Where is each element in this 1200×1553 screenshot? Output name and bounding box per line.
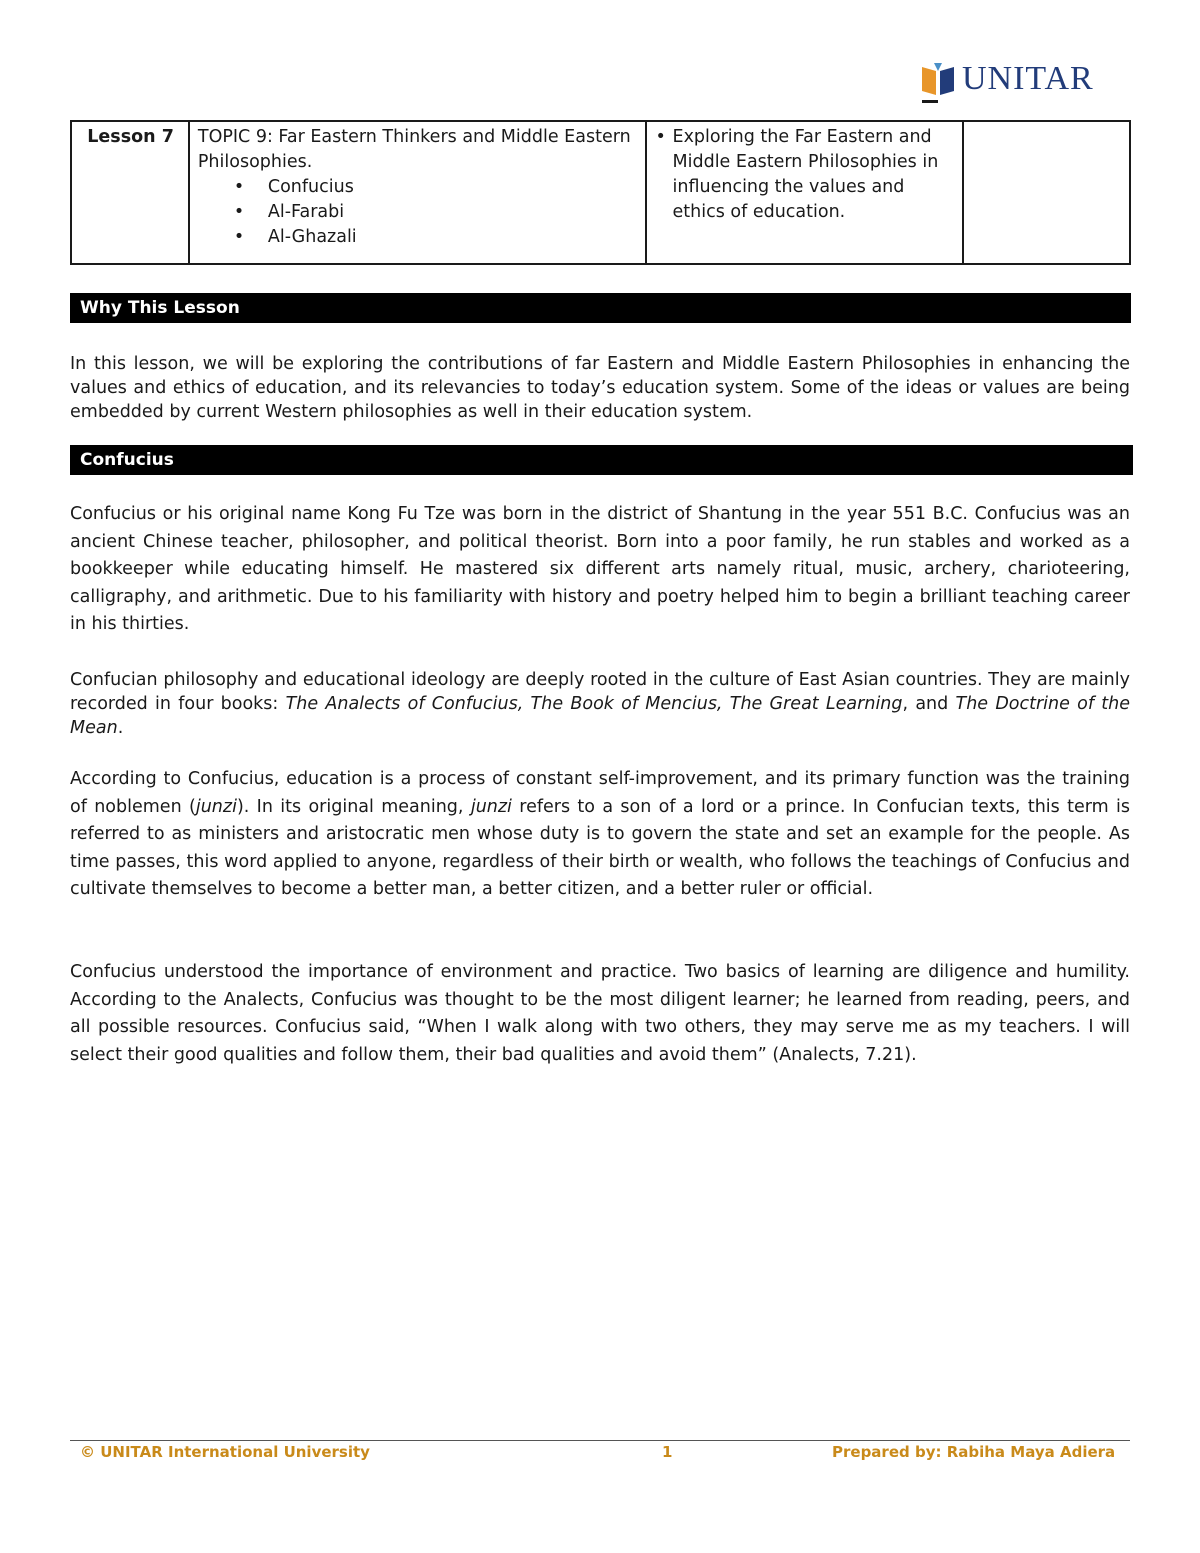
objective-item: • Exploring the Far Eastern and Middle Eastern Philosophies in influencing the values and ethics of education. [673, 125, 954, 225]
confucius-heading: Confucius [70, 445, 1133, 475]
footer-author: Prepared by: Rabiha Maya Adiera [832, 1443, 1116, 1461]
logo-text: UNITAR [962, 60, 1094, 97]
junzi-term: junzi [470, 796, 512, 817]
objective-list [655, 125, 954, 225]
p3-text-a: According to Confucius, education is a process of constant self-improvement, and its primary function was the training of noblemen ( [70, 769, 1130, 817]
objective-cell [646, 121, 963, 264]
lesson-row [71, 121, 1130, 264]
footer-divider [70, 1440, 1130, 1441]
topic-list [198, 175, 637, 250]
why-lesson-text: In this lesson, we will be exploring the contributions of far Eastern and Middle Eastern Philosophies in enhancing the values and ethics of education, and its relevancies to today’s education system. Some of the ideas or values are being embedded by current Western philosophies as well in their education system. [70, 354, 1130, 422]
junzi-term: junzi [195, 796, 237, 817]
topic-item: • Confucius [268, 175, 637, 200]
p3-text-c: refers to a son of a lord or a prince. In Confucian texts, this term is referred to as ministers and aristocratic men whose duty is to govern the state and set an example for the people. As time passes, this word applied to anyone, regardless of their birth or wealth, who follows the teachings of Confucius and cultivate themselves to become a better man, a better citizen, and a better ruler or official. [70, 796, 1131, 899]
p2-connector: , and [902, 694, 956, 714]
confucius-paragraph-1: Confucius or his original name Kong Fu Tze was born in the district of Shantung in the year 551 B.C. Confucius was an ancient Chinese teacher, philosopher, and political theorist. Born into a poor family, he run stables and worked as a bookkeeper while educating himself. He mastered six different arts namely ritual, music, archery, charioteering, calligraphy, and arithmetic. Due to his familiarity with history and poetry helped him to begin a brilliant teaching career in his thirties. [70, 504, 1130, 634]
empty-cell [963, 121, 1130, 264]
topic-item: • Al-Ghazali [268, 225, 637, 250]
book-title-last: The Doctrine of the Mean [70, 694, 1130, 738]
unitar-logo [918, 56, 1094, 102]
p3-text-b: ). In its original meaning, [236, 796, 471, 817]
confucius-paragraph-4: Confucius understood the importance of environment and practice. Two basics of learning are diligence and humility. According to the Analects, Confucius was thought to be the most diligent learner; he learned from reading, peers, and all possible resources. Confucius said, “When I walk along with two others, they may serve me as my teachers. I will select their good qualities and follow them, their bad qualities and avoid them” (Analects, 7.21). [70, 962, 1130, 1065]
book-titles: The Analects of Confucius, The Book of Mencius, The Great Learning [285, 694, 903, 714]
footer-copyright: © UNITAR International University [80, 1443, 370, 1461]
book-logo-icon [918, 59, 958, 99]
confucius-paragraph-2 [70, 668, 1130, 740]
topic-cell [189, 121, 646, 264]
topic-item: • Al-Farabi [268, 200, 637, 225]
topic-title: TOPIC 9: Far Eastern Thinkers and Middle Eastern Philosophies. [197, 127, 631, 172]
p2-text: Confucian philosophy and educational ideology are deeply rooted in the culture of East Asian countries. They are mainly recorded in four books: [70, 670, 1130, 714]
why-lesson-heading: Why This Lesson [70, 293, 1131, 323]
footer-page-number: 1 [662, 1443, 673, 1461]
confucius-paragraph-3 [70, 766, 1130, 904]
logo-underline [922, 100, 938, 103]
p2-end: . [117, 718, 124, 738]
lesson-number: Lesson 7 [71, 121, 189, 264]
lesson-table [70, 120, 1131, 265]
